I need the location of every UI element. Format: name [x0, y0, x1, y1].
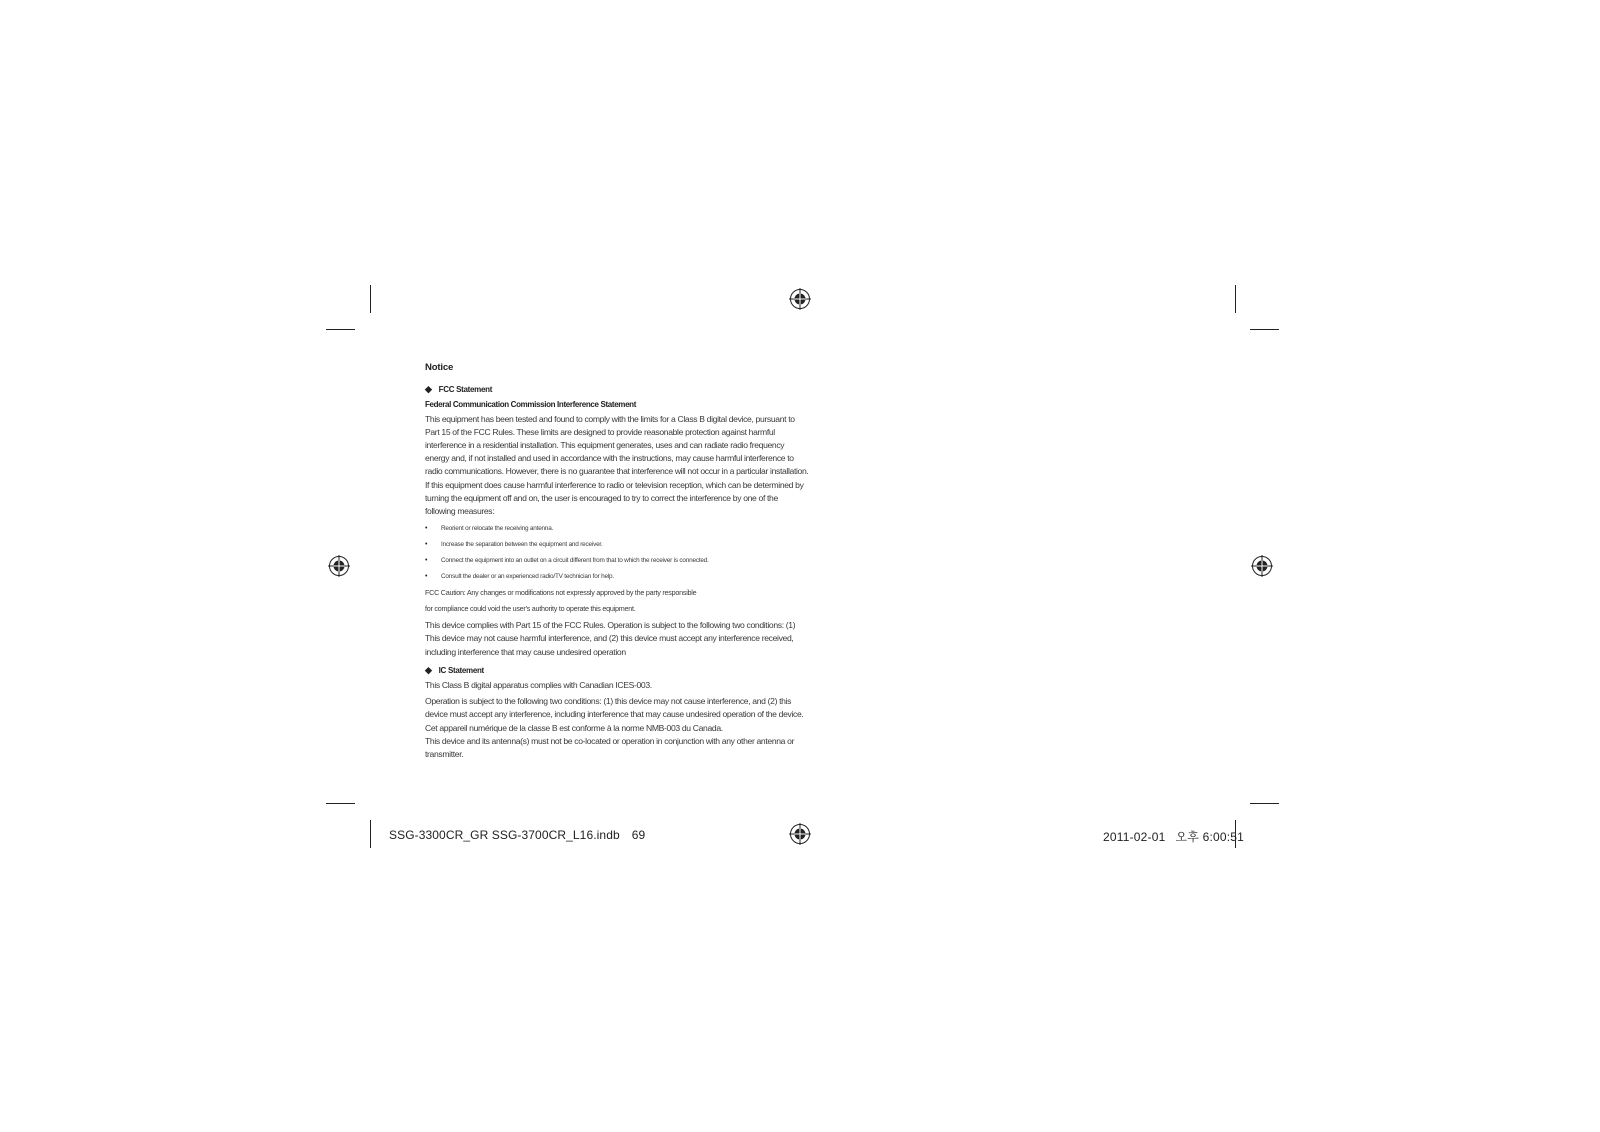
footer-date: 2011-02-01	[1103, 830, 1166, 844]
measure-text: Connect the equipment into an outlet on a circuit different from that to which the receiver is connected.	[441, 557, 709, 565]
ic-line-1: This Class B digital apparatus complies with Canadian ICES-003.	[425, 680, 652, 691]
registration-mark-icon	[328, 555, 350, 577]
fcc-heading-text: FCC Statement	[438, 385, 493, 395]
diamond-bullet-icon: ◆	[425, 664, 432, 675]
ic-section-heading	[425, 664, 810, 677]
registration-mark-icon	[789, 823, 811, 845]
footer-page-number: 69	[631, 828, 646, 842]
fcc-caution-line-1: FCC Caution: Any changes or modifications not expressly approved by the party responsible	[425, 588, 697, 598]
bullet-dot-icon: •	[425, 557, 428, 565]
fcc-paragraph: This equipment has been tested and found to comply with the limits for a Class B digital device, pursuant to Part 15 of the FCC Rules. These limits are designed to provide reasonable protection against harmful interference in a residential installation. This equipment generates, uses and can radiate radio frequency energy and, if not installed and used in accordance with the instructions, may cause harmful interference to radio communications. However, there is no guarantee that interference will not occur in a particular installation. If this equipment does cause harmful interference to radio or television reception, which can be determined by turning the equipment off and on, the user is encouraged to try to correct the interference by one of the following measures:	[425, 413, 809, 517]
bullet-dot-icon: •	[425, 541, 428, 549]
fcc-part15-paragraph: This device complies with Part 15 of the FCC Rules. Operation is subject to the following two conditions: (1) This device may not cause harmful interference, and (2) this device must accept any interference received, including interference that may cause undesired operation	[425, 620, 796, 657]
diamond-bullet-icon: ◆	[425, 384, 432, 395]
crop-mark	[326, 329, 355, 330]
registration-mark-icon	[789, 288, 811, 310]
list-item	[425, 553, 810, 569]
ic-line-4: This device and its antenna(s) must not be co-located or operation in conjunction with any other antenna or transmitter.	[425, 735, 795, 760]
measure-text: Increase the separation between the equipment and receiver.	[441, 541, 603, 549]
measure-text: Reorient or relocate the receiving antenna.	[441, 525, 554, 533]
ic-line-2: Operation is subject to the following two conditions: (1) this device may not cause interference, and (2) this device must accept any interference, including interference that may cause undesired operation of the device.	[425, 696, 804, 720]
page-title: Notice	[425, 362, 454, 373]
bullet-dot-icon: •	[425, 525, 428, 533]
registration-mark-icon	[1251, 555, 1273, 577]
fcc-section-heading	[425, 383, 810, 396]
footer-time: 오후 6:00:51	[1175, 830, 1245, 844]
footer-filename: SSG-3300CR_GR SSG-3700CR_L16.indb	[389, 828, 620, 842]
fcc-caution-line-2: for compliance could void the user's authority to operate this equipment.	[425, 604, 636, 614]
ic-line-3: Cet appareil numérique de la classe B est conforme à la norme NMB-003 du Canada.	[425, 722, 723, 733]
notice-page	[425, 361, 810, 761]
bullet-dot-icon: •	[425, 573, 428, 581]
crop-mark	[370, 285, 371, 313]
crop-mark	[1250, 329, 1279, 330]
crop-mark	[370, 820, 371, 848]
crop-mark	[1235, 285, 1236, 313]
crop-mark	[326, 803, 355, 804]
fcc-subheading: Federal Communication Commission Interference Statement	[425, 400, 637, 410]
footer-slug-right	[1103, 828, 1244, 845]
list-item	[425, 537, 810, 553]
footer-slug-left	[389, 828, 645, 842]
list-item	[425, 569, 810, 585]
measure-text: Consult the dealer or an experienced radio/TV technician for help.	[441, 573, 614, 581]
crop-mark	[1250, 803, 1279, 804]
ic-heading-text: IC Statement	[438, 665, 484, 675]
measures-list	[425, 521, 810, 585]
list-item	[425, 521, 810, 537]
